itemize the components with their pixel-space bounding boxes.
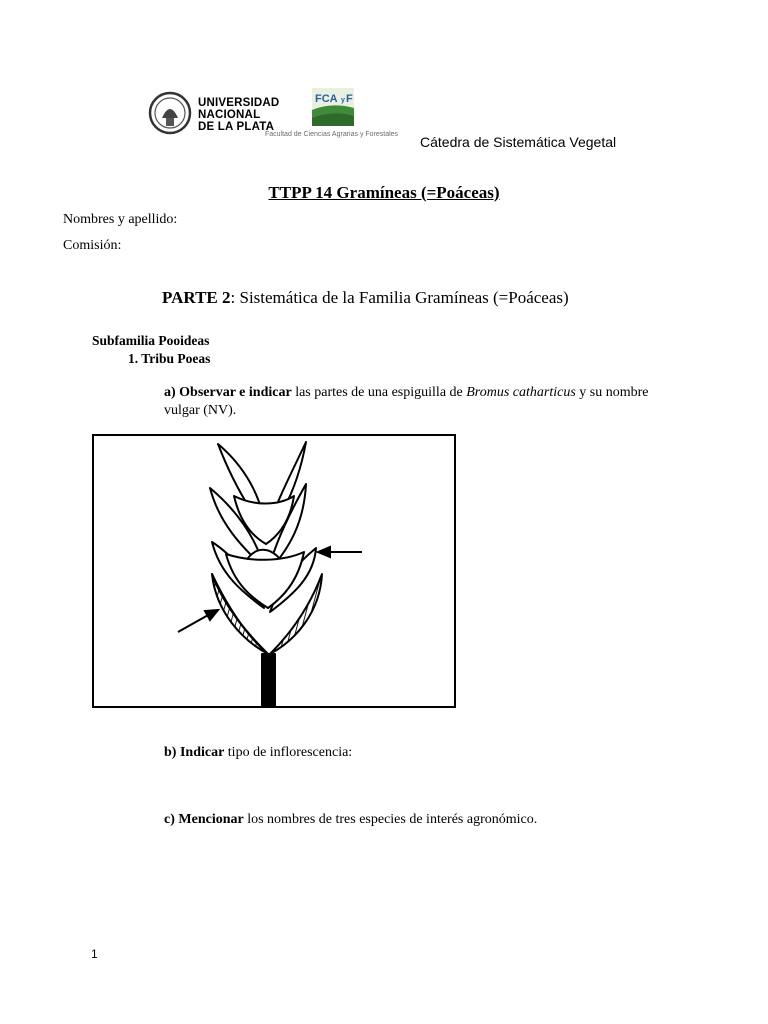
question-c-text: los nombres de tres especies de interés agronómico. — [243, 812, 538, 827]
nombres-field-label: Nombres y apellido: — [63, 212, 178, 227]
faculty-name: Facultad de Ciencias Agrarias y Forestales — [265, 131, 399, 138]
parte-label: PARTE 2 — [162, 288, 231, 307]
question-a-text1: las partes de una espiguilla de — [291, 385, 467, 400]
question-a-verb: Observar e indicar — [179, 385, 292, 400]
species-name: Bromus catharticus — [466, 385, 576, 400]
question-c-marker: c) — [164, 812, 175, 827]
question-c — [164, 811, 537, 829]
question-c-verb: Mencionar — [178, 812, 244, 827]
question-a-text2: y su nombre vulgar (NV). — [164, 385, 649, 418]
comision-field-label: Comisión: — [63, 238, 122, 253]
subfamilia-heading: Subfamilia Pooideas — [92, 333, 210, 348]
section-heading — [162, 288, 569, 308]
svg-text:y: y — [341, 97, 345, 104]
question-a — [164, 384, 684, 420]
university-name-line2: NACIONAL — [198, 109, 261, 121]
spikelet-figure — [92, 434, 456, 708]
university-name-line1: UNIVERSIDAD — [198, 97, 280, 109]
tribu-heading: 1. Tribu Poeas — [128, 351, 211, 366]
spikelet-drawing — [94, 436, 454, 706]
parte-title: : Sistemática de la Familia Gramíneas (=Poáceas) — [230, 288, 569, 307]
svg-text:F: F — [346, 93, 353, 105]
question-b-verb: Indicar — [179, 745, 225, 760]
fcayf-logo — [312, 88, 354, 126]
question-b-marker: b) — [164, 745, 177, 760]
unlp-seal-logo — [148, 88, 192, 138]
question-a-marker: a) — [164, 385, 176, 400]
svg-text:FCA: FCA — [315, 93, 338, 105]
document-title: TTPP 14 Gramíneas (=Poáceas) — [268, 183, 500, 202]
page-number: 1 — [91, 947, 98, 961]
university-name-line3: DE LA PLATA — [198, 121, 275, 133]
question-b-text: tipo de inflorescencia: — [224, 745, 353, 760]
catedra-label: Cátedra de Sistemática Vegetal — [420, 134, 617, 150]
question-b — [164, 744, 352, 762]
